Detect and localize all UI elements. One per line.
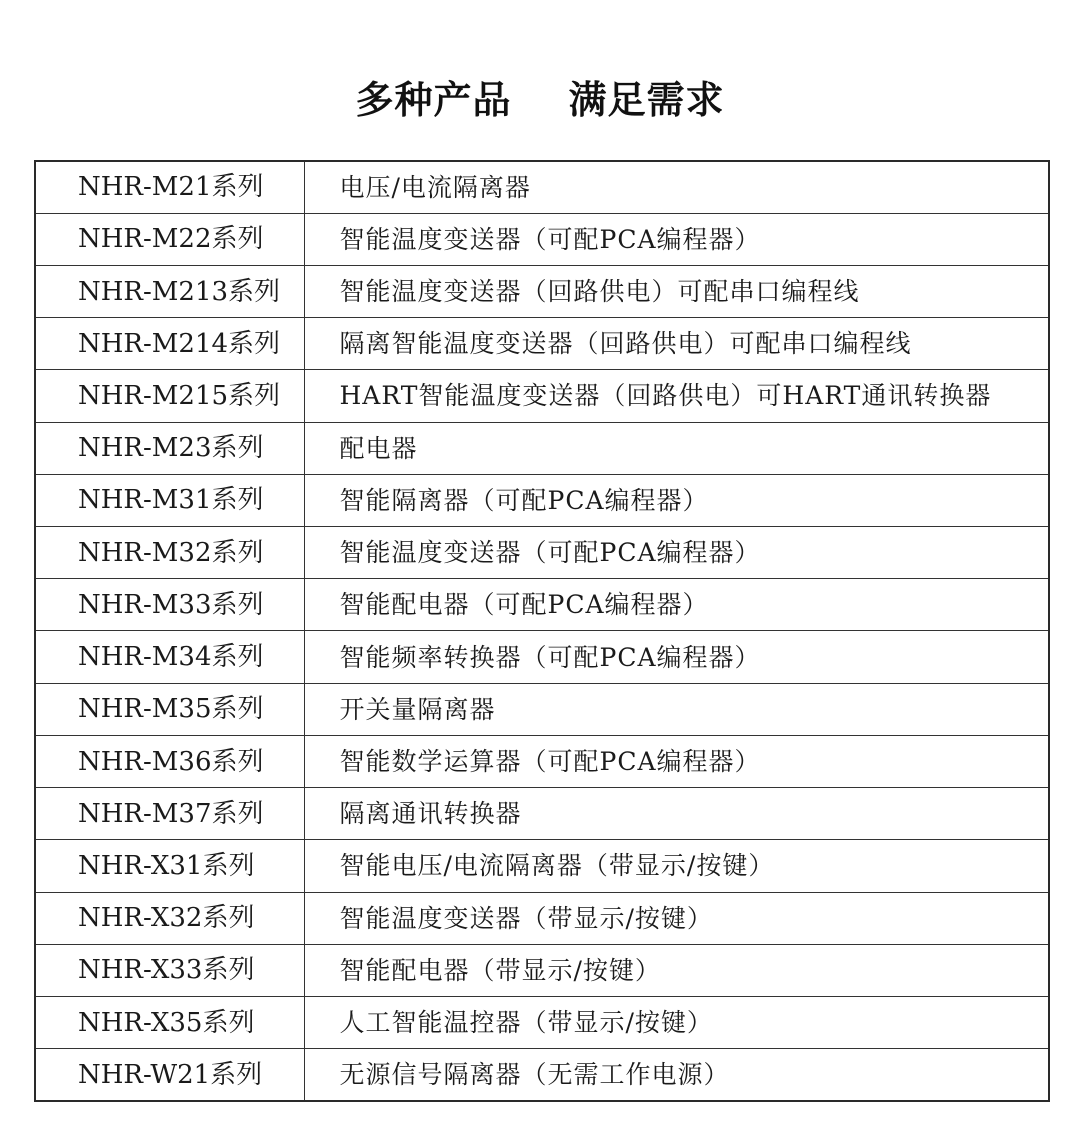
table-row — [35, 631, 1049, 683]
product-model-cell: NHR-M215系列 — [35, 370, 304, 422]
product-description-cell: 开关量隔离器 — [304, 683, 1049, 735]
product-model-cell: NHR-M214系列 — [35, 318, 304, 370]
product-description-cell: 无源信号隔离器（无需工作电源） — [304, 1049, 1049, 1101]
product-model-cell: NHR-M32系列 — [35, 527, 304, 579]
table-row — [35, 370, 1049, 422]
product-description-cell: 智能电压/电流隔离器（带显示/按键） — [304, 840, 1049, 892]
product-model-cell: NHR-X35系列 — [35, 997, 304, 1049]
table-row — [35, 213, 1049, 265]
product-description-cell: 人工智能温控器（带显示/按键） — [304, 997, 1049, 1049]
product-description-cell: 智能数学运算器（可配PCA编程器） — [304, 735, 1049, 787]
product-model-cell: NHR-W21系列 — [35, 1049, 304, 1101]
product-table — [34, 160, 1050, 1102]
product-description-cell: 配电器 — [304, 422, 1049, 474]
product-description-cell: 隔离通讯转换器 — [304, 788, 1049, 840]
product-model-cell: NHR-X32系列 — [35, 892, 304, 944]
table-row — [35, 265, 1049, 317]
page-title: 多种产品 满足需求 — [355, 78, 725, 122]
table-row — [35, 683, 1049, 735]
product-model-cell: NHR-M37系列 — [35, 788, 304, 840]
product-description-cell: HART智能温度变送器（回路供电）可HART通讯转换器 — [304, 370, 1049, 422]
product-description-cell: 智能温度变送器（带显示/按键） — [304, 892, 1049, 944]
product-model-cell: NHR-M34系列 — [35, 631, 304, 683]
product-description-cell: 智能温度变送器（回路供电）可配串口编程线 — [304, 265, 1049, 317]
product-description-cell: 智能配电器（带显示/按键） — [304, 944, 1049, 996]
table-row — [35, 788, 1049, 840]
product-model-cell: NHR-X33系列 — [35, 944, 304, 996]
table-row — [35, 527, 1049, 579]
table-row — [35, 944, 1049, 996]
product-description-cell: 智能配电器（可配PCA编程器） — [304, 579, 1049, 631]
product-model-cell: NHR-M21系列 — [35, 161, 304, 213]
product-description-cell: 智能隔离器（可配PCA编程器） — [304, 474, 1049, 526]
product-model-cell: NHR-M35系列 — [35, 683, 304, 735]
product-description-cell: 智能温度变送器（可配PCA编程器） — [304, 213, 1049, 265]
table-row — [35, 997, 1049, 1049]
table-row — [35, 892, 1049, 944]
table-row — [35, 579, 1049, 631]
product-model-cell: NHR-M23系列 — [35, 422, 304, 474]
table-row — [35, 422, 1049, 474]
product-model-cell: NHR-M22系列 — [35, 213, 304, 265]
product-description-cell: 电压/电流隔离器 — [304, 161, 1049, 213]
product-model-cell: NHR-X31系列 — [35, 840, 304, 892]
product-model-cell: NHR-M31系列 — [35, 474, 304, 526]
product-model-cell: NHR-M36系列 — [35, 735, 304, 787]
product-description-cell: 智能温度变送器（可配PCA编程器） — [304, 527, 1049, 579]
table-row — [35, 1049, 1049, 1101]
product-model-cell: NHR-M213系列 — [35, 265, 304, 317]
table-row — [35, 318, 1049, 370]
table-row — [35, 161, 1049, 213]
product-description-cell: 智能频率转换器（可配PCA编程器） — [304, 631, 1049, 683]
product-description-cell: 隔离智能温度变送器（回路供电）可配串口编程线 — [304, 318, 1049, 370]
table-row — [35, 474, 1049, 526]
product-model-cell: NHR-M33系列 — [35, 579, 304, 631]
product-table-body — [35, 161, 1049, 1101]
table-row — [35, 735, 1049, 787]
table-row — [35, 840, 1049, 892]
